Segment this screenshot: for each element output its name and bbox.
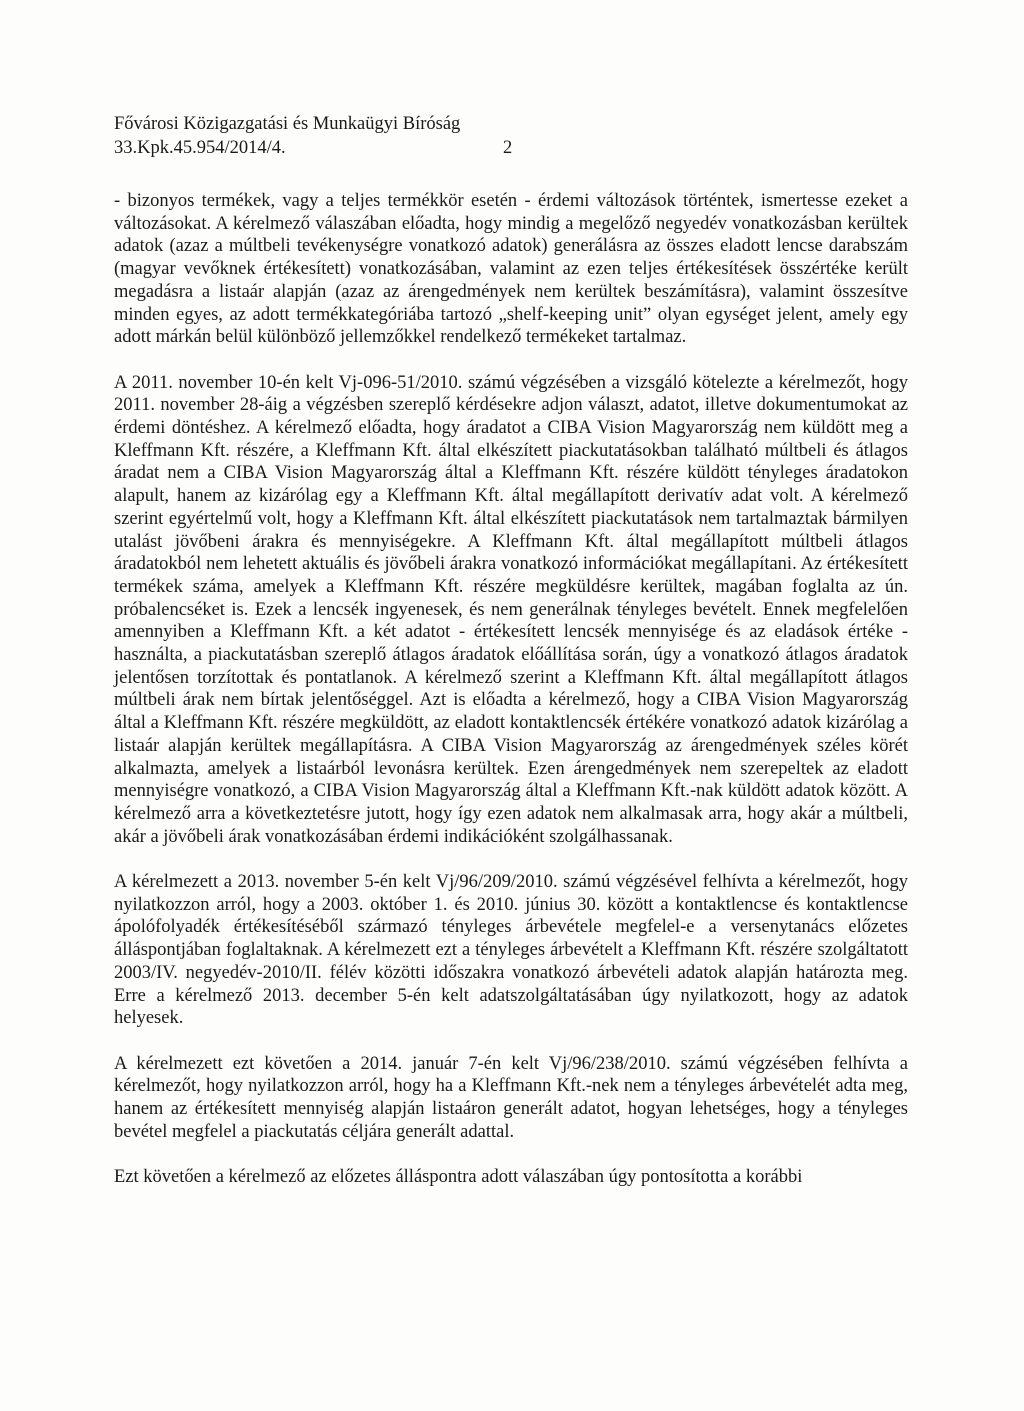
paragraph-2: A 2011. november 10-én kelt Vj-096-51/2010. számú végzésében a vizsgáló kötelezte a kérelmezőt, hogy 2011. november 28-áig a végzésben szereplő kérdésekre adjon választ, adatot, illetve dokumentumokat az érdemi döntéshez. A kérelmező előadta, hogy áradatot a CIBA Vision Magyarország nem küldött meg a Kleffmann Kft. részére, a Kleffmann Kft. által elkészített piackutatásokban található múltbeli és átlagos áradat nem a CIBA Vision Magyarország által a Kleffmann Kft. részére küldött tényleges áradatokon alapult, hanem az kizárólag egy a Kleffmann Kft. által megállapított derivatív adat volt. A kérelmező szerint egyértelmű volt, hogy a Kleffmann Kft. által elkészített piackutatások nem tartalmaztak bármilyen utalást jövőbeni árakra és mennyiségekre. A Kleffmann Kft. által megállapított múltbeli átlagos áradatokból nem lehetett aktuális és jövőbeli árakra vonatkozó információkat megállapítani. Az értékesített termékek száma, amelyek a Kleffmann Kft. részére megküldésre kerültek, magában foglalta az ún. próbalencséket is. Ezek a lencsék ingyenesek, és nem generálnak tényleges bevételt. Ennek megfelelően amennyiben a Kleffmann Kft. a két adatot - értékesített lencsék mennyisége és az eladások értéke - használta, a piackutatásban szereplő átlagos áradatok előállítása során, úgy a vonatkozó átlagos áradatok jelentősen torzítottak és pontatlanok. A kérelmező szerint a Kleffmann Kft. által megállapított átlagos múltbeli árak nem bírtak jelentőséggel. Azt is előadta a kérelmező, hogy a CIBA Vision Magyarország által a Kleffmann Kft. részére megküldött, az eladott kontaktlencsék értékére vonatkozó adatok kizárólag a listaár alapján kerültek megállapításra. A CIBA Vision Magyarország az árengedmények széles körét alkalmazta, amelyek a listaárból levonásra kerültek. Ezen árengedmények nem szerepeltek az eladott mennyiségre vonatkozó, a CIBA Vision Magyarország által a Kleffmann Kft.-nak küldött adatok között. A kérelmező arra a következtetésre jutott, hogy így ezen adatok nem alkalmasak arra, hogy akár a múltbeli, akár a jövőbeli árak vonatkozásában érdemi indikációként szolgálhassanak. (114, 372, 908, 847)
header-line-case (114, 136, 534, 160)
paragraph-3: A kérelmezett a 2013. november 5-én kelt Vj/96/209/2010. számú végzésével felhívta a kérelmezőt, hogy nyilatkozzon arról, hogy a 2003. október 1. és 2010. június 30. között a kontaktlencse és kontaktlencse ápolófolyadék értékesítéséből származó tényleges árbevétele megfelel-e a versenytanács előzetes álláspontjában foglaltaknak. A kérelmezett ezt a tényleges árbevételt a Kleffmann Kft. részére szolgáltatott 2003/IV. negyedév-2010/II. félév közötti időszakra vonatkozó árbevételi adatok alapján határozta meg. Erre a kérelmező 2013. december 5-én kelt adatszolgáltatásában úgy nyilatkozott, hogy az adatok helyesek. (114, 872, 908, 1029)
paragraph-4: A kérelmezett ezt követően a 2014. január 7-én kelt Vj/96/238/2010. számú végzésében felhívta a kérelmezőt, hogy nyilatkozzon arról, hogy ha a Kleffmann Kft.-nek nem a tényleges árbevételét adta meg, hanem az értékesített mennyiség alapján listaáron generált adatot, hogyan lehetséges, hogy a tényleges bevétel megfelel a piackutatás céljára generált adattal. (114, 1053, 908, 1142)
paragraph-1: - bizonyos termékek, vagy a teljes termékkör esetén - érdemi változások történtek, ismertesse ezeket a változásokat. A kérelmező válaszában előadta, hogy mindig a megelőző negyedév vonatkozásban kerültek adatok (azaz a múltbeli tevékenységre vonatkozó adatok) generálásra az összes eladott lencse darabszám (magyar vevőknek értékesített) vonatkozásában, valamint az ezen teljes értékesítések összértéke került megadásra a listaár alapján (azaz az árengedmények nem kerültek beszámításra), valamint összesítve minden egyes, az adott termékkategóriába tartozó „shelf-keeping unit” olyan egységet jelent, amely egy adott márkán belül különböző jellemzőkkel rendelkező termékeket tartalmaz. (114, 191, 908, 348)
paragraph-5: Ezt követően a kérelmező az előzetes álláspontra adott válaszában úgy pontosította a korábbi (114, 1167, 803, 1188)
court-name: Fővárosi Közigazgatási és Munkaügyi Bíróság (114, 114, 461, 134)
document-header (114, 112, 534, 160)
case-number: 33.Kpk.45.954/2014/4. (114, 138, 286, 158)
page-number: 2 (503, 138, 513, 158)
document-body (114, 190, 908, 1189)
